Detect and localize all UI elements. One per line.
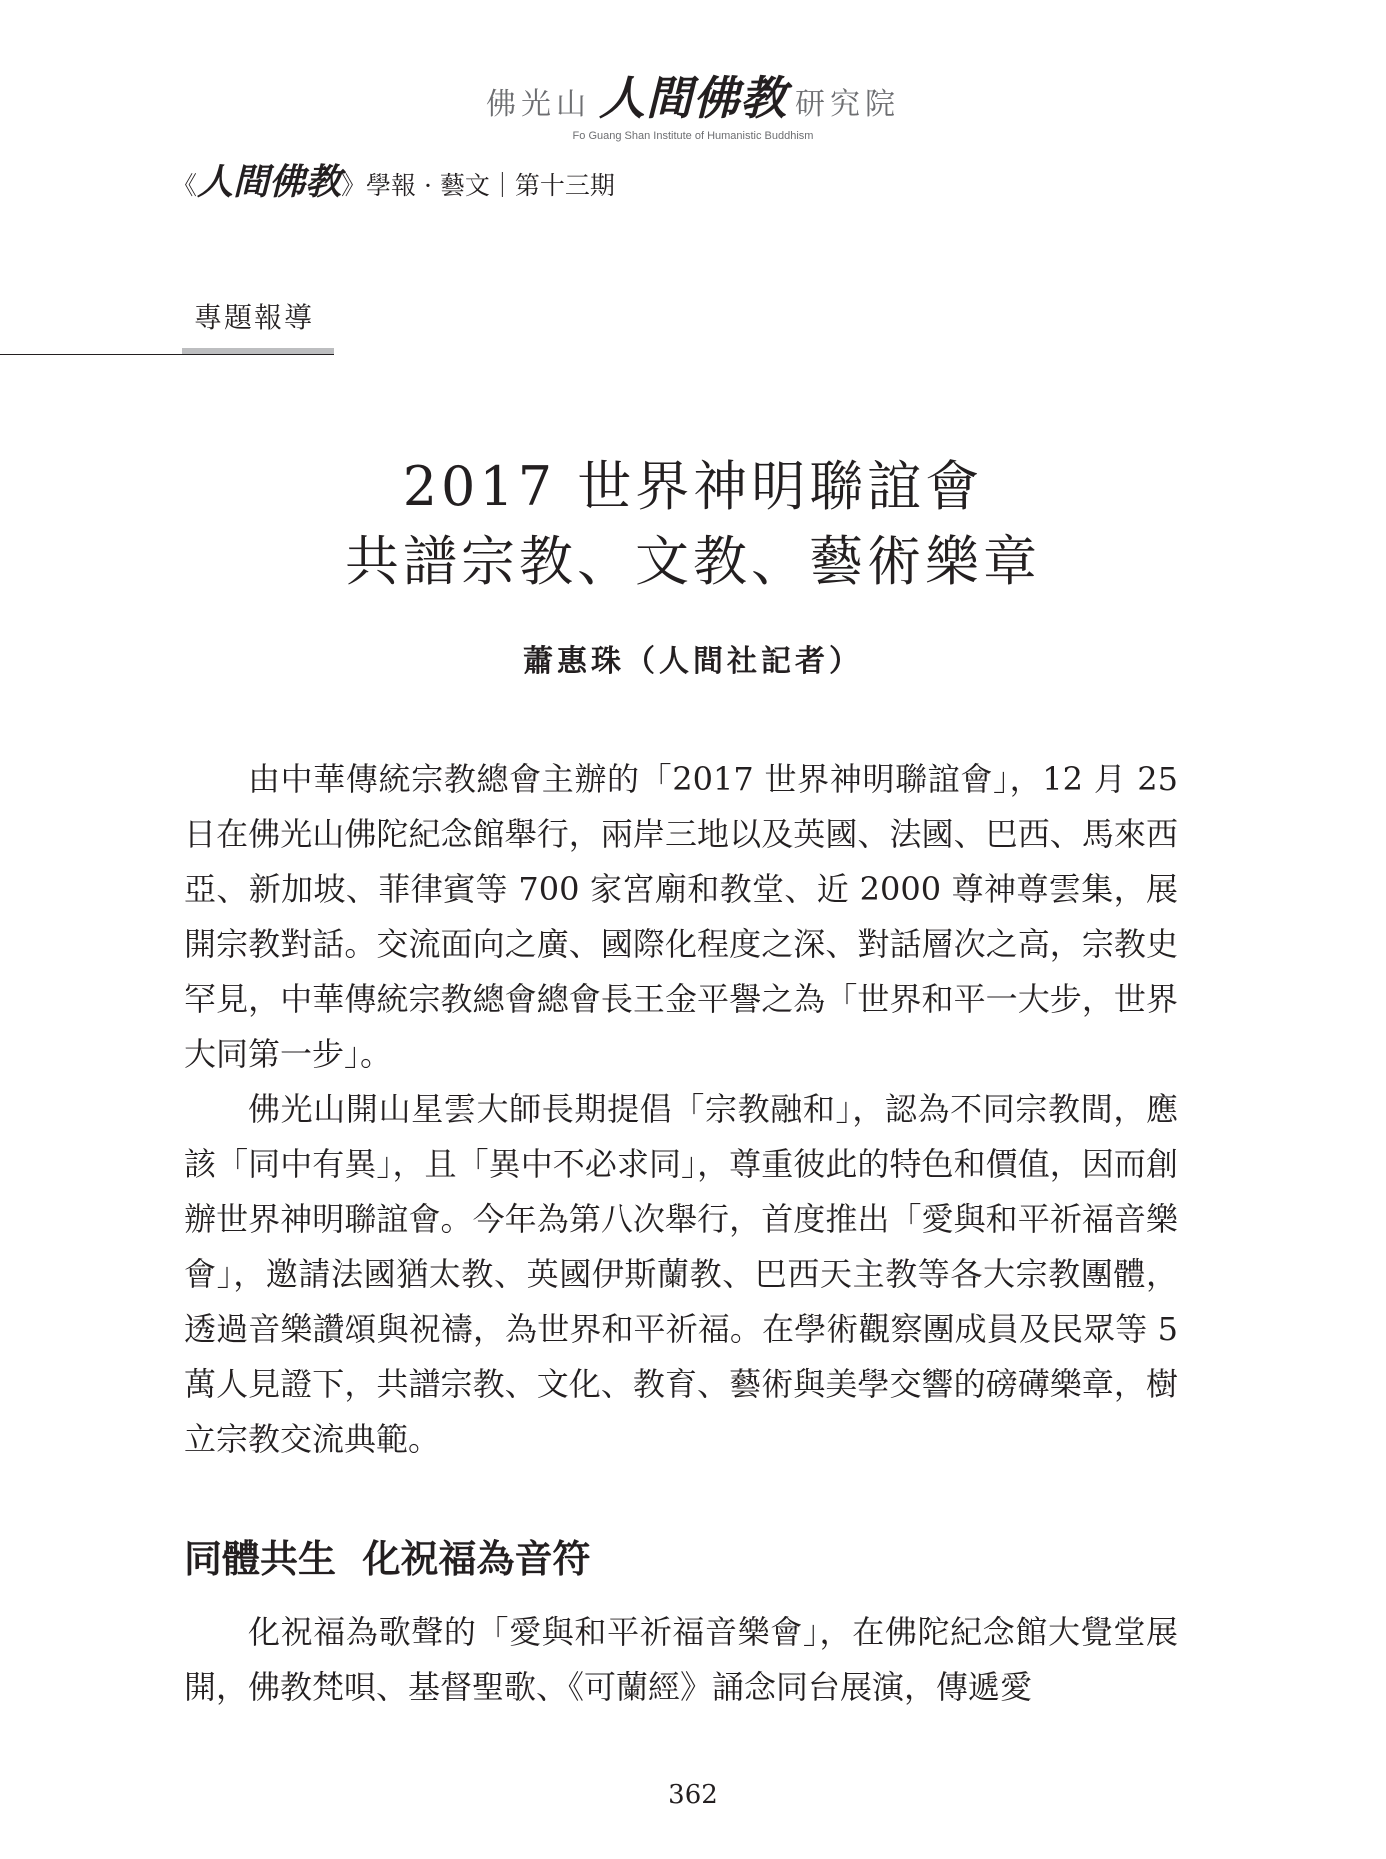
- logo-suffix: 研究院: [795, 87, 900, 122]
- article-body: [184, 752, 1178, 1467]
- section-subheading: 同體共生 化祝福為音符: [184, 1537, 591, 1581]
- paragraph: 化祝福為歌聲的「愛與和平祈福音樂會」，在佛陀紀念館大覺堂展開，佛教梵唄、基督聖歌、《可蘭經》誦念同台展演，傳遞愛: [184, 1613, 1178, 1706]
- section-label: 專題報導: [194, 301, 315, 334]
- paragraph: 由中華傳統宗教總會主辦的「2017 世界神明聯誼會」，12 月 25 日在佛光山佛陀紀念館舉行，兩岸三地以及英國、法國、巴西、馬來西亞、新加坡、菲律賓等 700 家宮廟和教堂、近 2000 尊神尊雲集，展開宗教對話。交流面向之廣、國際化程度之深、對話層次之高，宗教史罕見，中華傳統宗教總會總會長王金平譽之為「世界和平一大步，世界大同第一步」。: [184, 760, 1178, 1073]
- logo-english-name: Fo Guang Shan Institute of Humanistic Buddhism: [572, 130, 814, 142]
- article-author: 蕭惠珠（人間社記者）: [523, 644, 863, 679]
- article-title-line-1: 2017 世界神明聯誼會: [402, 455, 984, 518]
- journal-open-quote: 《: [172, 171, 198, 200]
- logo-calligraphy: 人間佛教: [599, 71, 787, 125]
- article-body-continued: [184, 1605, 1178, 1715]
- article-title-line-2: 共譜宗教、文教、藝術樂章: [345, 530, 1041, 593]
- journal-calligraphy: 人間佛教: [197, 161, 342, 203]
- logo-prefix: 佛光山: [486, 87, 591, 122]
- section-divider: [0, 354, 334, 355]
- paragraph: 佛光山開山星雲大師長期提倡「宗教融和」，認為不同宗教間，應該「同中有異」，且「異中不必求同」，尊重彼此的特色和價值，因而創辦世界神明聯誼會。今年為第八次舉行，首度推出「愛與和平祈福音樂會」，邀請法國猶太教、英國伊斯蘭教、巴西天主教等各大宗教團體，透過音樂讚頌與祝禱，為世界和平祈福。在學術觀察團成員及民眾等 5 萬人見證下，共譜宗教、文化、教育、藝術與美學交響的磅礡樂章，樹立宗教交流典範。: [184, 1090, 1178, 1458]
- journal-issue-text: 》學報 · 藝文｜第十三期: [341, 171, 615, 200]
- journal-header: [172, 162, 615, 206]
- institute-logo: [0, 62, 1386, 142]
- page-number: 362: [668, 1780, 718, 1810]
